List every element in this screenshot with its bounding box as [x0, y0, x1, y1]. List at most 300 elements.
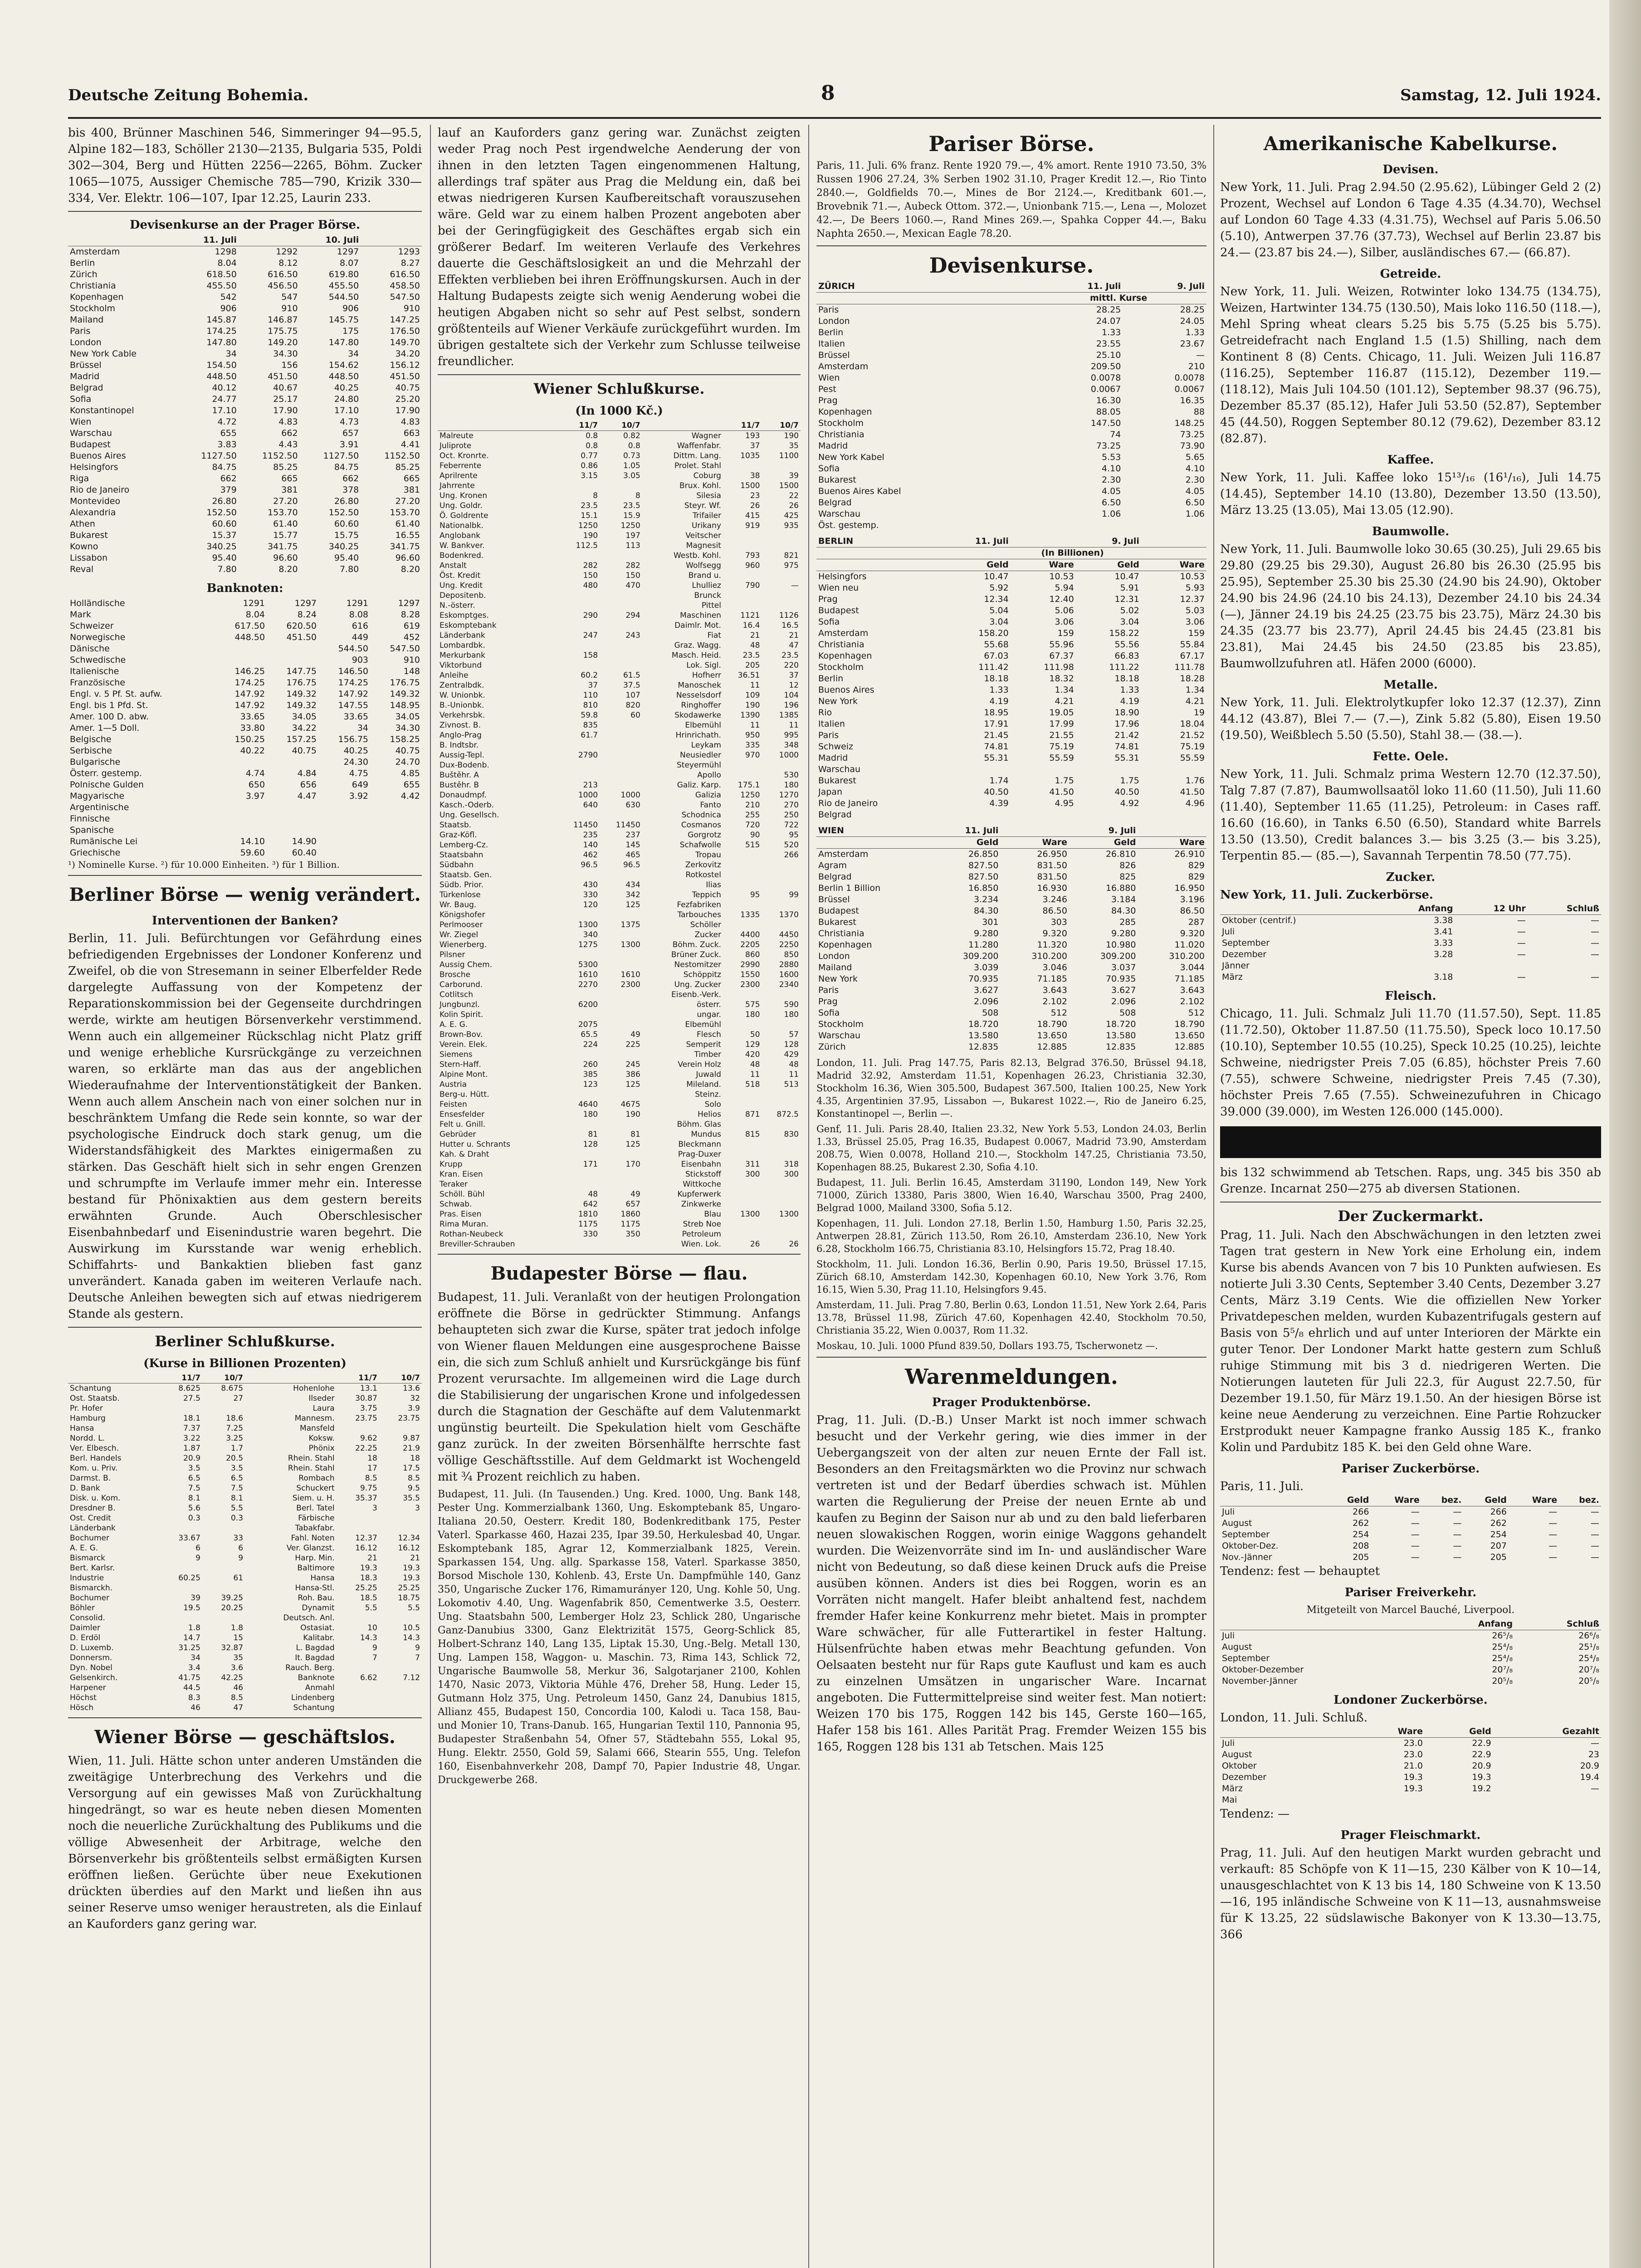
column-header: Schluß: [1528, 903, 1601, 915]
table-cell: 9: [238, 1554, 244, 1563]
table-cell: Eisenbahn: [681, 1160, 721, 1169]
table-cell: 210: [1188, 362, 1205, 371]
table-cell: 8.24: [297, 610, 317, 620]
table-cell: 1335: [740, 910, 760, 919]
table-cell: 11450: [615, 821, 640, 830]
table-cell: 55.68: [984, 640, 1009, 650]
table-cell: 10.980: [1105, 940, 1136, 950]
table-cell: Anglobank: [440, 531, 481, 540]
table-cell: 55.84: [1180, 640, 1205, 650]
table-cell: 25.25: [355, 1584, 377, 1593]
table-cell: [379, 1513, 422, 1523]
table-cell: Disk. u. Kom.: [70, 1494, 121, 1503]
column-header: Geld: [932, 837, 1001, 849]
table-cell: 157.25: [286, 734, 317, 744]
table-cell: —: [1453, 1541, 1462, 1551]
table-cell: Christiania: [818, 640, 864, 650]
table-cell: 4.05: [1185, 486, 1205, 496]
table-cell: Lok. Sigl.: [686, 661, 721, 670]
table-cell: [215, 813, 267, 825]
table-cell: 74: [1110, 430, 1121, 440]
table-cell: 149.32: [390, 689, 420, 699]
table-row: [816, 883, 1206, 894]
column-divider: [808, 125, 809, 2268]
table-cell: Paris: [818, 730, 839, 740]
table-cell: Wien neu: [818, 583, 859, 593]
table-cell: 590: [784, 1000, 799, 1009]
table-cell: [337, 1613, 379, 1623]
table-cell: Timber: [694, 1050, 721, 1059]
table-cell: 85.25: [273, 462, 298, 472]
table-cell: Christiania: [818, 430, 864, 440]
table-cell: Ostasiat.: [300, 1623, 335, 1633]
column-header: Ware: [1348, 1726, 1425, 1738]
table-cell: [267, 825, 318, 836]
table-cell: Bochumer: [70, 1593, 109, 1603]
table-cell: 266: [1490, 1507, 1507, 1517]
table-row: [816, 440, 1206, 452]
table-cell: 831.50: [1037, 872, 1067, 882]
zucker-table: [1220, 903, 1601, 983]
table-cell: Italienische: [70, 666, 119, 676]
table-cell: 512: [1050, 1008, 1067, 1018]
table-cell: 2990: [740, 960, 760, 969]
table-cell: 55.59: [1180, 753, 1205, 763]
table-cell: —: [1591, 915, 1599, 925]
table-cell: Consolid.: [70, 1613, 105, 1623]
table-cell: 254: [1490, 1530, 1507, 1540]
table-cell: Oktober-Dezember: [1222, 1665, 1304, 1675]
table-cell: 17.91: [984, 719, 1009, 729]
table-cell: 158.25: [390, 734, 420, 744]
table-cell: 110: [583, 691, 598, 700]
table-cell: ungar.: [697, 1010, 721, 1019]
table-cell: [267, 655, 318, 666]
table-cell: Agram: [818, 860, 847, 870]
table-cell: 420: [745, 1050, 760, 1059]
table-cell: 38: [750, 471, 760, 480]
table-cell: 9.87: [403, 1434, 420, 1443]
table-cell: 1292: [276, 247, 298, 257]
table-cell: [762, 1020, 801, 1030]
table-cell: 3.5: [188, 1464, 200, 1473]
table-cell: 19.5: [183, 1603, 200, 1613]
table-row: [438, 1060, 801, 1070]
table-row: [68, 530, 422, 541]
table-row: [68, 1433, 422, 1443]
table-row: [816, 452, 1206, 463]
table-row: [68, 768, 422, 779]
table-row: [68, 1413, 422, 1423]
table-cell: 112.5: [576, 541, 598, 550]
table-cell: Reval: [70, 564, 94, 574]
table-cell: 6200: [578, 1000, 598, 1009]
table-row: [438, 1169, 801, 1179]
table-cell: 20.9: [1580, 1761, 1599, 1771]
table-row: [68, 1583, 422, 1593]
table-cell: Apollo: [697, 771, 721, 780]
table-cell: 190: [745, 701, 760, 710]
table-cell: Alpine Mont.: [440, 1070, 488, 1079]
table-cell: 205: [1490, 1552, 1507, 1562]
table-cell: 23.5: [781, 651, 799, 660]
table-cell: 1000: [578, 791, 598, 800]
table-cell: 156: [281, 360, 298, 370]
table-row: [68, 541, 422, 552]
table-cell: 12.835: [1105, 1042, 1136, 1052]
table-cell: [723, 541, 762, 551]
table-cell: Stockholm: [818, 418, 864, 428]
table-cell: Engl. v. 5 Pf. St. aufw.: [70, 689, 162, 699]
berliner-schlusskurse-table: [68, 1373, 422, 1713]
table-cell: 260: [583, 1060, 598, 1069]
table-cell: Brown-Bov.: [440, 1030, 483, 1039]
column-header: [1000, 825, 1069, 837]
table-cell: Trifailer: [693, 511, 721, 520]
table-row: [68, 1653, 422, 1663]
table-row: [68, 246, 422, 258]
table-cell: 32.87: [221, 1643, 244, 1652]
table-cell: Brunck: [694, 591, 721, 600]
table-cell: [160, 1583, 202, 1593]
table-cell: [762, 1199, 801, 1209]
table-cell: 84.75: [334, 462, 359, 472]
table-cell: 60: [630, 711, 640, 720]
table-cell: 1126: [779, 611, 799, 620]
table-cell: 96.60: [273, 553, 298, 563]
table-cell: 16.4: [742, 621, 760, 630]
table-row: [438, 670, 801, 680]
table-row: [68, 269, 422, 280]
column-header: [642, 420, 723, 431]
table-cell: 174.25: [206, 326, 237, 336]
berliner-boerse-text: Berlin, 11. Juli. Befürchtungen vor Gefährdung eines befriedigenden Ergebnisses der Londoner Konferenz und Zweifel, ob die von Stresemann in seiner Elberfelder Rede dargelegte Auffassung von der Kompetenz der Reparationskommission bei der Gegenseite durchdringen werde, wirkte am heutigen Börsenverkehr verstimmend. Wenn auch ein allgemeiner Rückschlag nicht Platz griff und wenige erhebliche Kursrückgänge zu verzeichnen waren, so erklärte man das aus der angeblichen Wiederaufnahme der Interventionstätigkeit der Banken. Wenn auch allem Anschein nach von einer solchen nur in beschränktem Umfang die Rede sein konnte, so war der psychologische Eindruck doch stark genug, um die Widerstandsfähigkeit des Marktes einigermaßen zu stärken. Das Geschäft hielt sich in sehr engen Grenzen und schrumpfte im Verlaufe immer mehr ein. Interesse bestand für Phönixaktien aus dem gestern bereits erwähnten Grunde. Auch Oberschlesischer Eisenbahnbedarf und Eisenindustrie waren begehrt. Die Auswirkung im Kursstande war wenig erheblich. Schiffahrts- und Bankaktien blieben fast ganz unverändert. Kanada gaben im weiteren Verlaufe nach. Deutsche Anleihen bewegten sich auf etwas niedrigerem Stande als gestern.: [68, 932, 422, 1321]
zuckermarkt-title: Der Zuckermarkt.: [1338, 1207, 1484, 1225]
table-cell: 26.950: [1037, 849, 1067, 859]
table-cell: 2.096: [1111, 997, 1136, 1007]
table-cell: 8.5: [407, 1474, 420, 1483]
table-cell: [160, 1403, 202, 1413]
table-row: [438, 680, 801, 690]
table-row: [68, 723, 422, 734]
table-cell: 620.50: [286, 621, 317, 631]
table-cell: Berlin: [818, 327, 844, 337]
table-cell: 158: [583, 651, 598, 660]
column-header: 10. Juli: [300, 235, 361, 246]
table-cell: Koksw.: [308, 1434, 335, 1443]
table-cell: 109: [745, 691, 760, 700]
table-cell: 67.37: [1049, 651, 1074, 661]
foreign-exchange-report: London, 11. Juli. Prag 147.75, Paris 82.13, Belgrad 376.50, Brüssel 94.18, Madrid 32.92, Amsterdam 11.51, Kopenhagen 26.23, Christiania 32.30, Stockholm 16.36, Wien 305.500, Budapest 367.500, Italien 100.25, New York 4.35, Argentinien 37.95, Lissabon —, Bukarest 1022.—, Rio de Janeiro 6.25, Konstantinopel —, Berlin —.: [816, 1057, 1206, 1119]
table-cell: —: [791, 581, 799, 590]
table-cell: 86.50: [1180, 906, 1205, 916]
table-row: [438, 750, 801, 760]
table-cell: Stern-Haff.: [440, 1060, 481, 1069]
table-row: [816, 928, 1206, 939]
table-cell: 9: [372, 1643, 377, 1652]
table-row: [438, 561, 801, 571]
devisen-heading: Devisen.: [1382, 163, 1439, 176]
column-header: 11/7: [160, 1373, 202, 1383]
table-row: [438, 1070, 801, 1080]
table-cell: 655: [403, 780, 420, 790]
table-row: [816, 871, 1206, 883]
table-cell: 75.19: [1180, 742, 1205, 752]
table-cell: Helsingfors: [818, 572, 867, 582]
table-cell: 19.3: [403, 1564, 420, 1573]
table-cell: 20⁵/₈: [1492, 1676, 1513, 1686]
table-cell: Viktorbund: [440, 661, 482, 670]
table-cell: Brosche: [440, 970, 471, 979]
table-cell: 150: [583, 571, 598, 580]
table-cell: 3.643: [1180, 985, 1205, 995]
table-cell: 335: [745, 741, 760, 750]
table-cell: 24.70: [395, 757, 420, 767]
table-cell: 8.675: [221, 1384, 244, 1393]
table-row: [438, 611, 801, 621]
table-row: [438, 551, 801, 561]
table-row: [438, 1229, 801, 1239]
table-cell: 174.25: [338, 678, 368, 688]
table-cell: [379, 1523, 422, 1533]
table-cell: [215, 643, 267, 655]
table-row: [816, 962, 1206, 973]
table-cell: Wien: [818, 373, 840, 383]
table-cell: 129: [745, 1040, 760, 1049]
table-cell: 656: [300, 780, 317, 790]
table-cell: 6: [195, 1544, 200, 1553]
table-cell: Malreute: [440, 431, 474, 440]
table-row: [816, 662, 1206, 673]
table-cell: 40.67: [273, 383, 298, 393]
table-cell: [557, 1149, 600, 1159]
table-row: [816, 486, 1206, 497]
table-cell: 1.05: [623, 461, 640, 470]
table-cell: 12.40: [1049, 594, 1074, 604]
column-header: [68, 1373, 160, 1383]
table-cell: [762, 1219, 801, 1229]
table-cell: 1300: [740, 1210, 760, 1219]
column-header: Ware: [1138, 837, 1206, 849]
table-cell: 3.06: [1185, 617, 1205, 627]
table-cell: 90: [750, 831, 760, 840]
table-cell: 12.34: [984, 594, 1009, 604]
table-cell: 95: [750, 890, 760, 899]
table-cell: 34: [225, 349, 237, 359]
table-cell: 1250: [578, 521, 598, 530]
table-cell: [379, 1703, 422, 1713]
table-cell: 120: [583, 900, 598, 909]
table-cell: 470: [625, 581, 640, 590]
table-cell: 3.196: [1180, 894, 1205, 904]
table-cell: 285: [1119, 917, 1136, 927]
table-cell: 1.33: [1120, 685, 1139, 695]
table-header-row: [1220, 1495, 1601, 1506]
table-cell: Nestomitzer: [674, 960, 721, 969]
table-cell: Eskomptebank: [440, 621, 497, 630]
wiener-schlusskurse-table: [438, 420, 801, 1249]
table-row: [438, 770, 801, 780]
table-cell: 910: [403, 303, 420, 313]
table-cell: [557, 1239, 600, 1249]
section-rule: [68, 1717, 422, 1718]
table-row: [438, 990, 801, 1000]
table-cell: [557, 640, 600, 650]
table-cell: 152.50: [206, 508, 237, 518]
table-row: [68, 1673, 422, 1683]
table-cell: 23.5: [581, 501, 598, 510]
table-cell: [723, 850, 762, 860]
table-row: [816, 894, 1206, 905]
table-cell: 640: [583, 801, 598, 810]
table-row: [68, 394, 422, 405]
table-cell: 42.25: [221, 1673, 244, 1682]
table-cell: 1.74: [989, 776, 1009, 786]
table-cell: 12.885: [1037, 1042, 1067, 1052]
table-cell: Aussig-Tepl.: [440, 751, 485, 760]
table-cell: Böhm. Glas: [677, 1120, 721, 1129]
table-cell: Brüssel: [818, 894, 850, 904]
table-cell: [600, 1179, 642, 1189]
table-row: [68, 416, 422, 428]
table-cell: Anglo-Prag: [440, 731, 482, 740]
table-cell: 17.90: [395, 406, 420, 415]
table-cell: 48: [750, 641, 760, 650]
table-cell: 1500: [779, 481, 799, 490]
table-row: [438, 690, 801, 700]
table-cell: Stickstoff: [685, 1170, 721, 1179]
table-row: [438, 1209, 801, 1219]
table-cell: 4.42: [400, 791, 420, 801]
table-cell: Finnische: [70, 814, 110, 824]
warenmeldungen-continued: bis 132 schwimmend ab Tetschen. Raps, ung. 345 bis 350 ab Grenze. Incarnat 250—275 ab diversen Stationen.: [1220, 1166, 1601, 1196]
table-cell: A. E. G.: [70, 1544, 98, 1553]
banknoten-table: [68, 598, 422, 859]
table-cell: 21.9: [403, 1444, 420, 1453]
table-cell: 309.200: [1100, 951, 1136, 961]
table-cell: Ung. Zucker: [674, 980, 721, 989]
column-header: 9. Juli: [1076, 536, 1141, 547]
table-row: [438, 880, 801, 890]
table-cell: Wagner: [691, 431, 721, 440]
table-cell: 10.53: [1180, 572, 1205, 582]
table-cell: 872.5: [777, 1110, 799, 1119]
table-cell: 835: [583, 721, 598, 730]
table-cell: 145.87: [206, 315, 237, 325]
table-cell: Amsterdam: [818, 362, 869, 371]
table-cell: Montevideo: [70, 496, 121, 506]
berliner-schlusskurse-subtitle: (Kurse in Billionen Prozenten): [143, 1357, 347, 1370]
table-cell: Dittm. Lang.: [673, 451, 721, 460]
table-cell: [379, 1693, 422, 1703]
table-cell: 25.17: [273, 394, 298, 404]
table-cell: [762, 571, 801, 581]
table-row: [438, 790, 801, 800]
table-cell: 1.8: [231, 1623, 244, 1633]
table-cell: 147.92: [338, 689, 368, 699]
table-cell: Tabakfabr.: [295, 1524, 335, 1533]
table-row: [816, 474, 1206, 486]
prager-devisen-table: [68, 235, 422, 575]
table-cell: 149.20: [268, 337, 298, 347]
table-cell: 14.7: [183, 1633, 200, 1642]
foreign-exchange-report: Budapest, 11. Juli. Berlin 16.45, Amsterdam 31190, London 149, New York 71000, Zürich 13380, Paris 3800, Wien 16.40, Warschau 3500, Prag 2400, Belgrad 1000, Mailand 3300, Sofia 5.12.: [816, 1177, 1206, 1213]
table-cell: Belgische: [70, 734, 112, 744]
table-cell: 11.020: [1174, 940, 1205, 950]
page-edge: [1609, 0, 1641, 2268]
table-row: [68, 1603, 422, 1613]
table-cell: 40.12: [212, 383, 237, 393]
table-cell: 1370: [779, 910, 799, 919]
table-cell: 95.40: [212, 553, 237, 563]
table-cell: [762, 1229, 801, 1239]
table-cell: 21: [750, 631, 760, 640]
table-cell: 148: [403, 666, 420, 676]
table-cell: 235: [583, 831, 598, 840]
column-header: Geld: [1463, 1495, 1508, 1506]
table-cell: Zinkwerke: [681, 1200, 721, 1209]
table-cell: 12.31: [1114, 594, 1139, 604]
table-cell: Siemens: [440, 1050, 473, 1059]
table-cell: Zentralbdk.: [440, 681, 484, 690]
table-cell: 0.0078: [1090, 373, 1121, 383]
table-cell: 18.790: [1174, 1019, 1205, 1029]
table-row: [438, 1100, 801, 1110]
table-cell: Gebrüder: [440, 1130, 476, 1139]
table-cell: [762, 860, 801, 870]
table-cell: 245: [625, 1060, 640, 1069]
table-cell: 1.06: [1185, 509, 1205, 519]
table-row: [816, 395, 1206, 406]
table-cell: Schweiz: [818, 742, 854, 752]
column-4: [1220, 125, 1601, 2268]
table-cell: 95: [789, 831, 799, 840]
table-row: [68, 360, 422, 371]
table-cell: 2075: [578, 1020, 598, 1029]
table-cell: 23: [1588, 1750, 1599, 1760]
table-cell: 21: [789, 631, 799, 640]
table-cell: 156.12: [390, 360, 420, 370]
table-cell: Galizia: [695, 791, 721, 800]
table-cell: 815: [745, 1130, 760, 1139]
table-cell: —: [1411, 1530, 1420, 1540]
zurich-subheader: mittl. Kurse: [1031, 293, 1206, 304]
table-cell: 21.0: [1403, 1761, 1423, 1771]
table-cell: 425: [784, 511, 799, 520]
table-cell: Nordd. L.: [70, 1434, 105, 1443]
table-cell: [557, 760, 600, 770]
table-cell: 1250: [740, 791, 760, 800]
banknoten-title: Banknoten:: [206, 582, 283, 595]
table-row: [816, 917, 1206, 928]
table-cell: [600, 1239, 642, 1249]
table-row: [438, 1090, 801, 1100]
table-cell: [267, 643, 318, 655]
table-cell: [762, 1100, 801, 1110]
table-cell: 147.80: [206, 337, 237, 347]
table-cell: 341.75: [268, 542, 298, 552]
table-cell: 415: [745, 511, 760, 520]
table-cell: 8.1: [231, 1494, 244, 1503]
table-cell: [215, 802, 267, 813]
table-cell: 3.97: [245, 791, 265, 801]
table-row: [1220, 949, 1601, 960]
table-cell: [600, 1020, 642, 1030]
table-cell: —: [1591, 1507, 1599, 1517]
table-cell: Banknote: [298, 1673, 335, 1682]
freiverkehr-table: [1220, 1618, 1601, 1687]
table-cell: Bleckmann: [678, 1140, 721, 1149]
